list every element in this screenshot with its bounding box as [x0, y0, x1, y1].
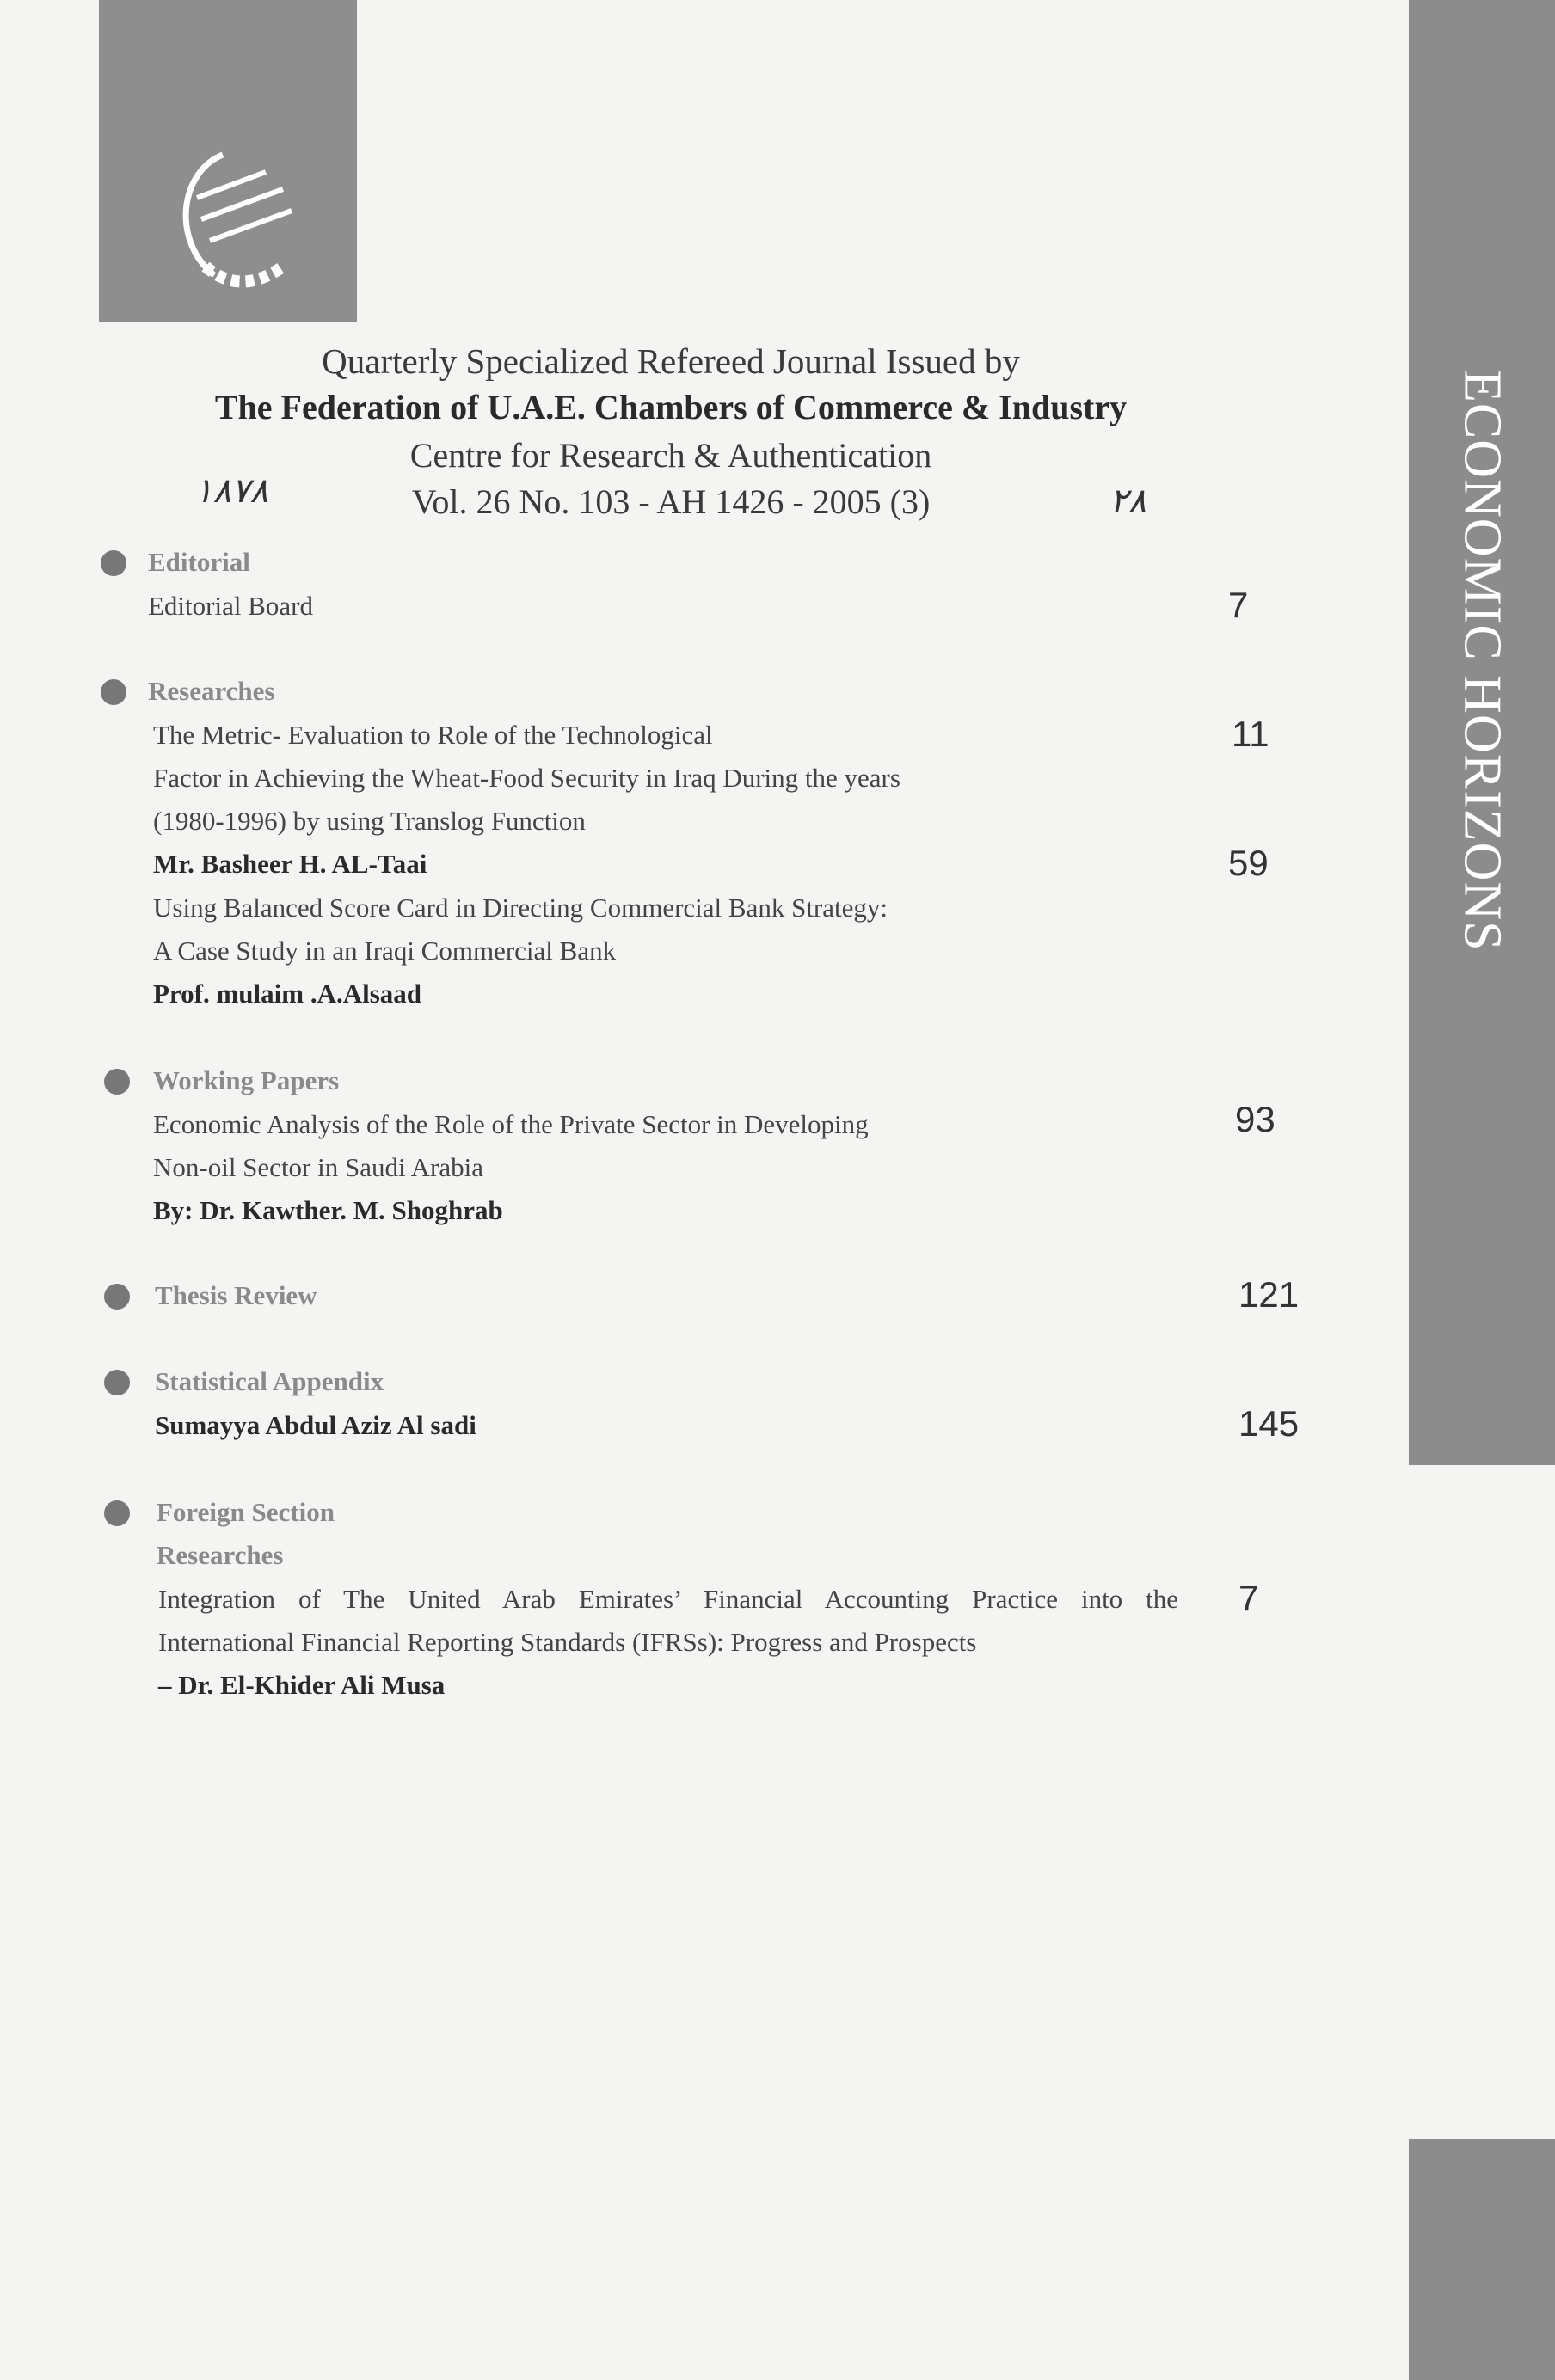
research-2-line-2: A Case Study in an Iraqi Commercial Bank — [153, 935, 617, 966]
header-line-volume: Vol. 26 No. 103 - AH 1426 - 2005 (3) — [411, 482, 931, 521]
journal-logo-block — [99, 0, 357, 322]
working-paper-line-2: Non-oil Sector in Saudi Arabia — [153, 1152, 483, 1182]
section-bullet — [101, 679, 126, 705]
section-title-working-papers: Working Papers — [153, 1065, 340, 1095]
federation-logo-icon — [163, 146, 309, 301]
foreign-research-author: – Dr. El-Khider Ali Musa — [158, 1670, 446, 1700]
journal-side-title — [1409, 0, 1555, 1465]
section-bullet — [104, 1069, 130, 1095]
page-number: 11 — [1232, 714, 1269, 754]
side-title-text: ECONOMIC HORIZONS — [1453, 370, 1512, 952]
subsection-title-researches: Researches — [157, 1540, 284, 1570]
working-paper-author: By: Dr. Kawther. M. Shoghrab — [153, 1195, 503, 1225]
page-number: 59 — [1228, 843, 1269, 883]
entry-editorial-board: Editorial Board — [148, 591, 313, 621]
research-1-line-2: Factor in Achieving the Wheat-Food Security in Iraq During the years — [153, 763, 900, 793]
working-paper-line-1: Economic Analysis of the Role of the Private Sector in Developing — [153, 1109, 869, 1139]
section-bullet — [104, 1500, 130, 1526]
section-bullet — [101, 550, 126, 576]
section-title-editorial: Editorial — [148, 547, 250, 577]
handwritten-note-right: ٢٨ — [1109, 482, 1146, 521]
header-line-issued-by: Quarterly Specialized Refereed Journal Issued by — [322, 341, 1020, 381]
foreign-research-line-1: Integration of The United Arab Emirates’ Financial Accounting Practice into the — [158, 1584, 1178, 1614]
research-2-author: Prof. mulaim .A.Alsaad — [153, 978, 422, 1009]
handwritten-note-left: ١٨٧٨ — [194, 471, 268, 511]
header-line-centre: Centre for Research & Authentication — [409, 436, 932, 475]
section-bullet — [104, 1284, 130, 1310]
research-1-line-3: (1980-1996) by using Translog Function — [153, 806, 586, 836]
research-1-author: Mr. Basheer H. AL-Taai — [153, 849, 427, 879]
research-1-line-1: The Metric- Evaluation to Role of the Technological — [153, 720, 713, 750]
section-title-statistical-appendix: Statistical Appendix — [155, 1366, 384, 1396]
page-number: 7 — [1238, 1578, 1259, 1618]
page-number: 121 — [1238, 1274, 1300, 1315]
section-title-researches: Researches — [148, 676, 275, 706]
side-band-bottom — [1409, 2139, 1555, 2380]
section-title-thesis-review: Thesis Review — [155, 1280, 317, 1310]
section-bullet — [104, 1370, 130, 1395]
page-number: 93 — [1235, 1099, 1275, 1139]
page-number: 145 — [1238, 1403, 1300, 1444]
header-line-federation: The Federation of U.A.E. Chambers of Commerce & Industry — [214, 388, 1128, 426]
foreign-research-line-2: International Financial Reporting Standards (IFRSs): Progress and Prospects — [158, 1627, 977, 1657]
section-title-foreign-section: Foreign Section — [157, 1497, 335, 1527]
research-2-line-1: Using Balanced Score Card in Directing Commercial Bank Strategy: — [153, 892, 888, 923]
page-number: 7 — [1228, 585, 1249, 625]
statistical-appendix-author: Sumayya Abdul Aziz Al sadi — [155, 1410, 476, 1440]
